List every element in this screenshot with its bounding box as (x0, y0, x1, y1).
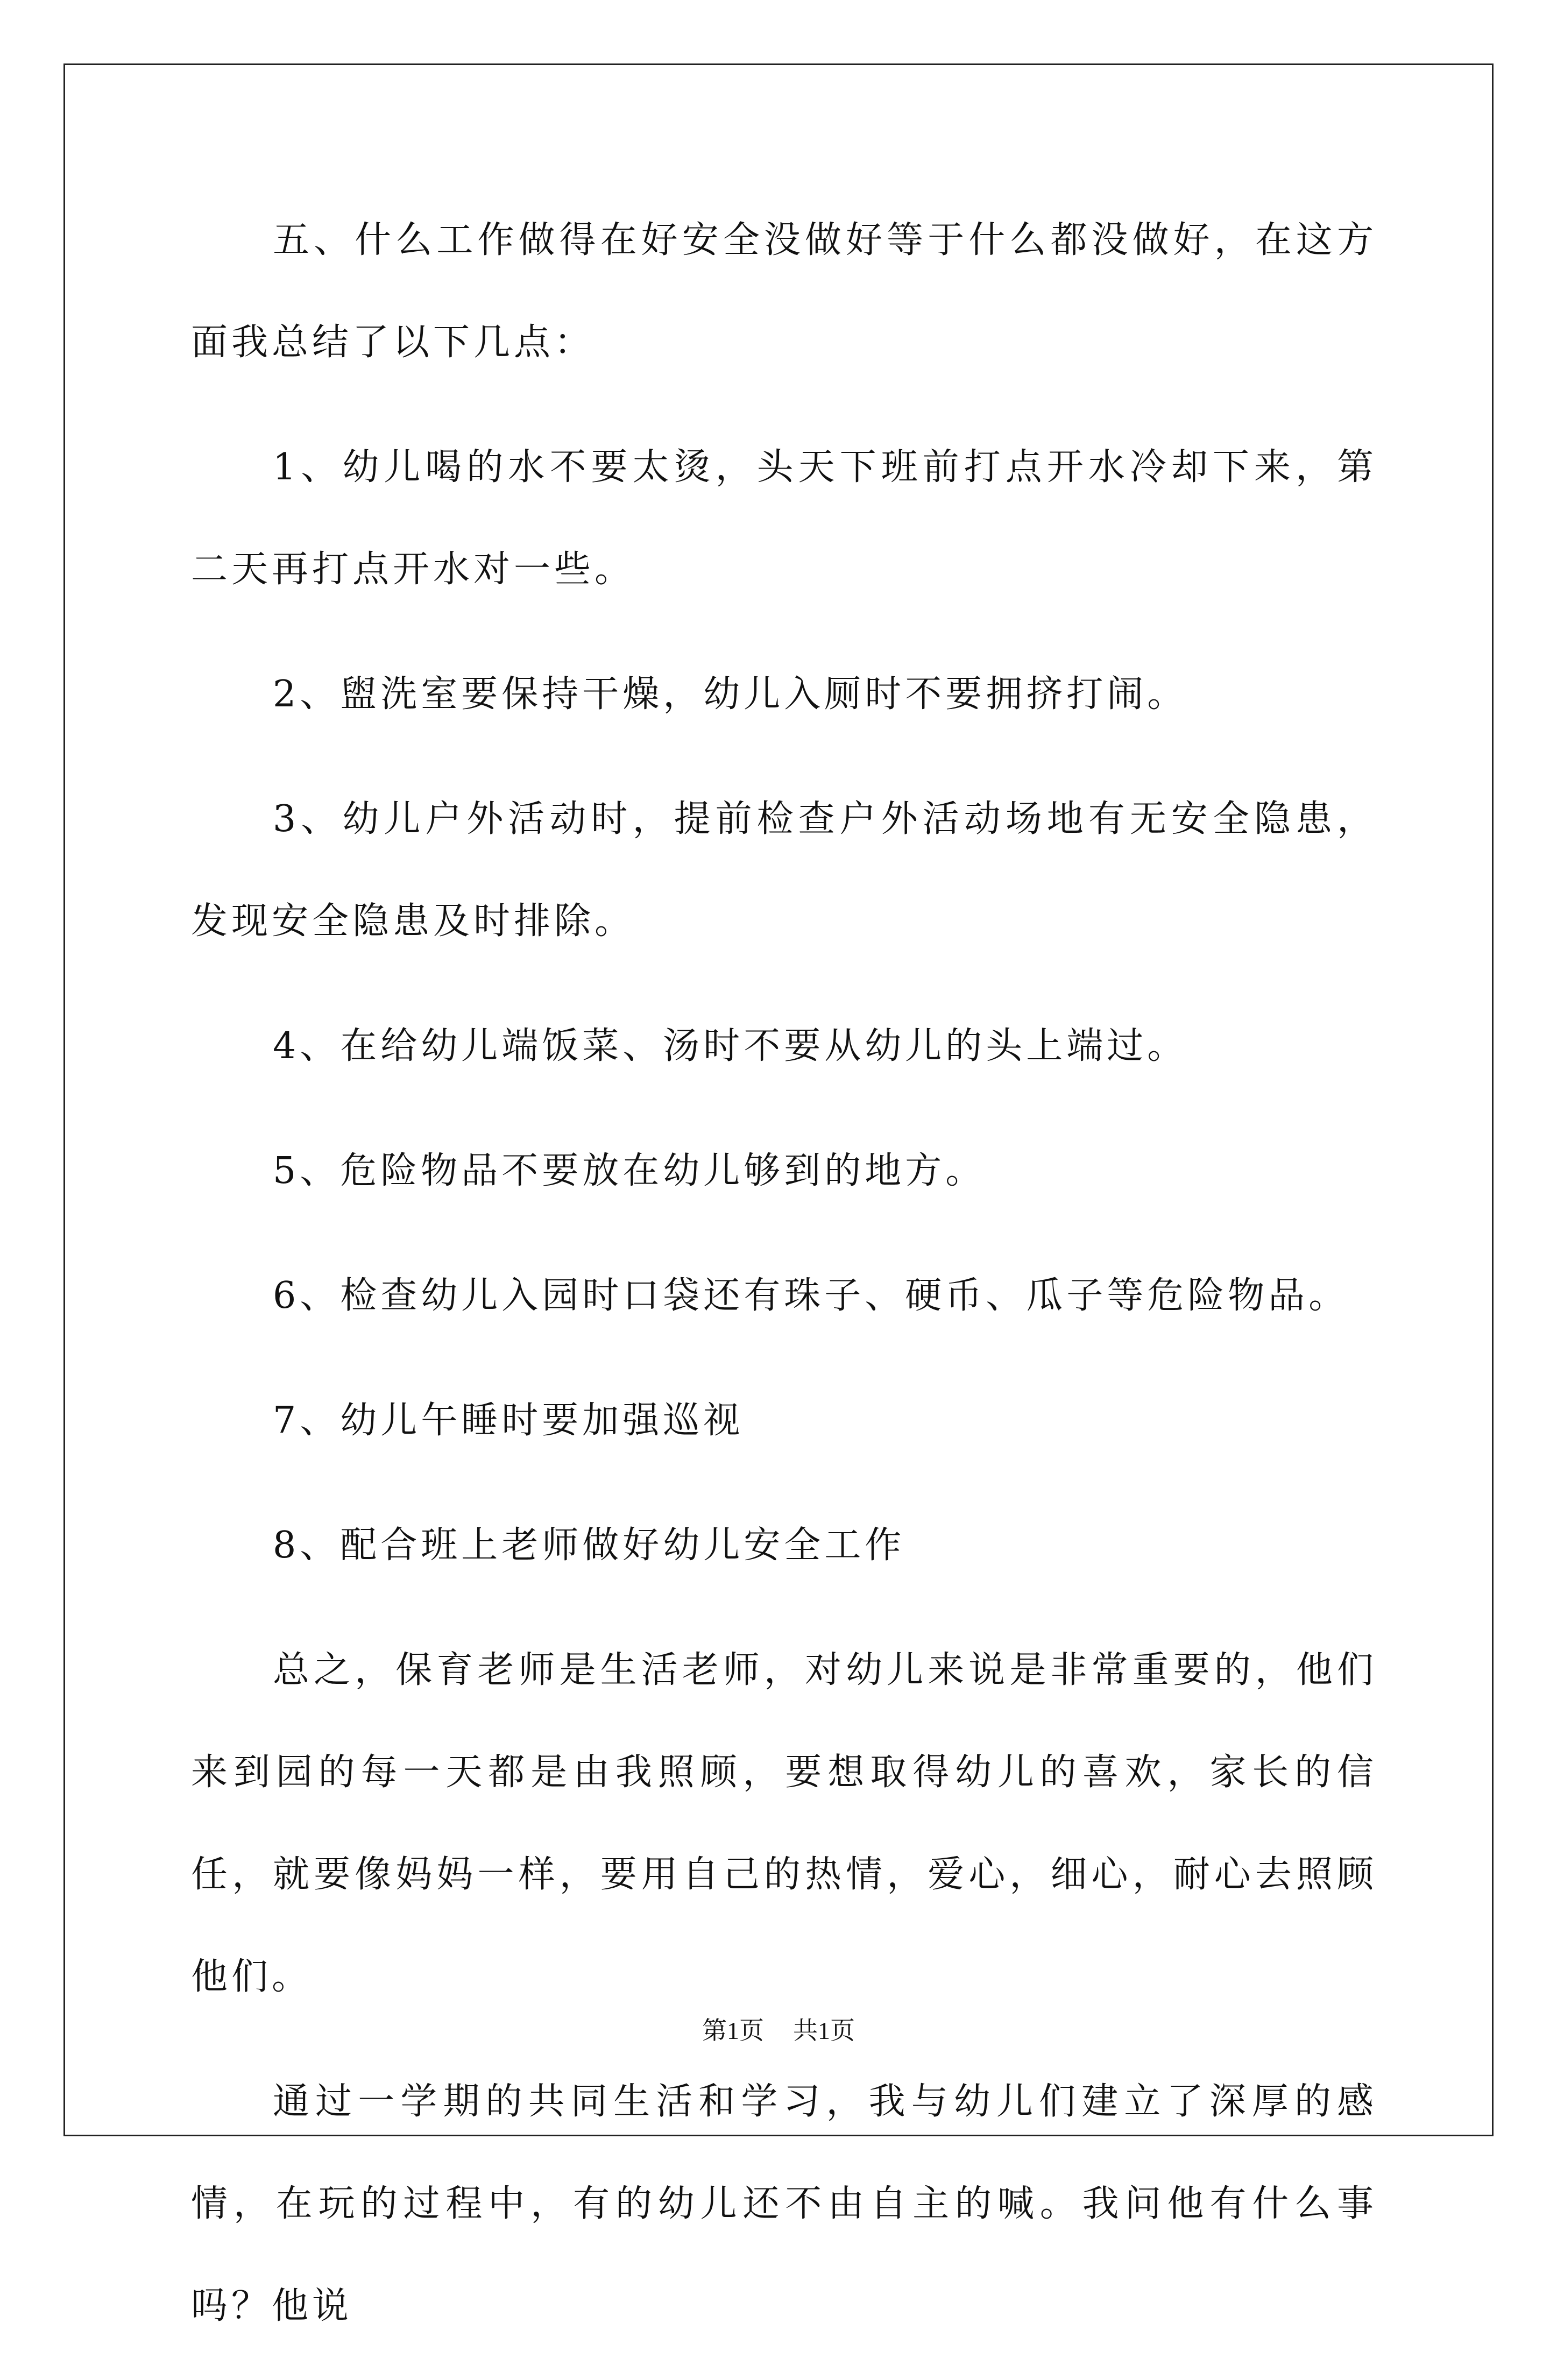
page-number: 第1页 (702, 2017, 764, 2044)
paragraph-item-6: 6、检查幼儿入园时口袋还有珠子、硬币、瓜子等危险物品。 (273, 1274, 1349, 1317)
document-body (191, 189, 1377, 2380)
paragraph-item-7: 7、幼儿午睡时要加强巡视 (273, 1399, 744, 1442)
paragraph-item-8: 8、配合班上老师做好幼儿安全工作 (273, 1524, 905, 1567)
paragraph-item-4: 4、在给幼儿端饭菜、汤时不要从幼儿的头上端过。 (273, 1025, 1188, 1067)
paragraph-item-1: 1、幼儿喝的水不要太烫，头天下班前打点开水冷却下来，第二天再打点开水对一些。 (191, 446, 1377, 591)
paragraph-item-3: 3、幼儿户外活动时，提前检查户外活动场地有无安全隐患，发现安全隐患及时排除。 (191, 798, 1377, 943)
paragraph-summary: 总之，保育老师是生活老师，对幼儿来说是非常重要的，他们来到园的每一天都是由我照顾，要想取得幼儿的喜欢，家长的信任，就要像妈妈一样，要用自己的热情，爱心，细心，耐心去照顾他们。 (191, 1649, 1377, 1998)
paragraph-item-2: 2、盥洗室要保持干燥，幼儿入厕时不要拥挤打闹。 (273, 673, 1188, 716)
paragraph-closing: 通过一学期的共同生活和学习，我与幼儿们建立了深厚的感情，在玩的过程中，有的幼儿还不由自主的喊。我问他有什么事吗？他说 (191, 2080, 1377, 2327)
page-footer (0, 2015, 1557, 2047)
paragraph-section-five: 五、什么工作做得在好安全没做好等于什么都没做好，在这方面我总结了以下几点： (191, 219, 1377, 364)
page-total: 共1页 (793, 2017, 855, 2044)
paragraph-item-5: 5、危险物品不要放在幼儿够到的地方。 (273, 1150, 986, 1192)
